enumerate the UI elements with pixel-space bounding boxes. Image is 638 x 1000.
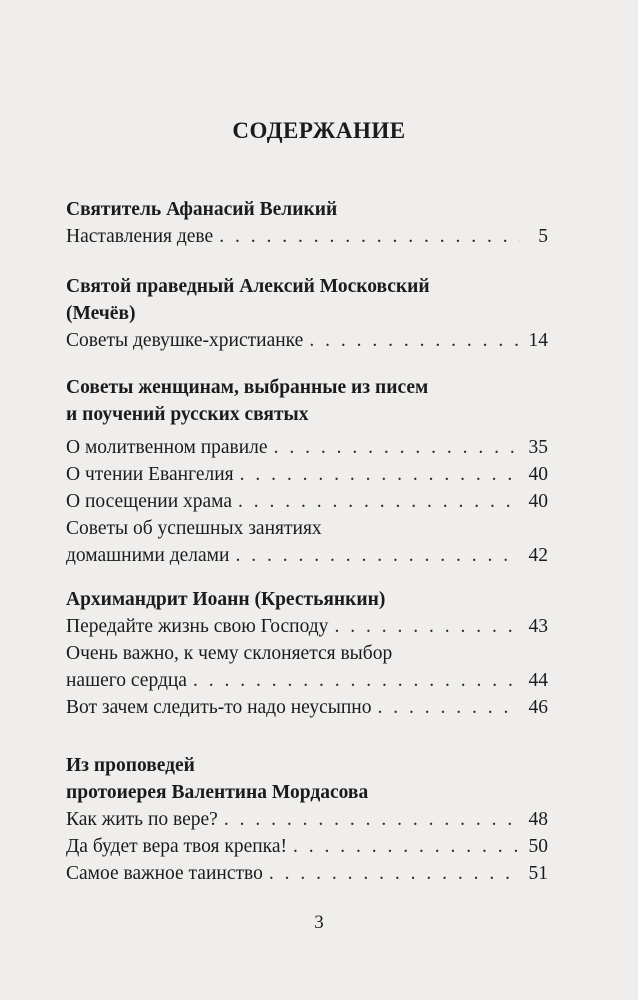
toc-entry[interactable]	[66, 434, 548, 461]
toc-entry[interactable]	[66, 488, 548, 515]
entry-label: Советы девушке-христианке	[66, 330, 304, 351]
section-heading: Из проповедей	[66, 755, 195, 776]
entry-label: О молитвенном правиле	[66, 437, 268, 458]
entry-page: 44	[528, 670, 548, 691]
section-heading-cont: и поучений русских святых	[66, 404, 309, 425]
dot-leader	[274, 434, 520, 461]
entry-label: Передайте жизнь свою Господу	[66, 616, 329, 637]
dot-leader	[269, 860, 520, 887]
entry-page: 35	[528, 437, 548, 458]
section-heading: Святой праведный Алексий Московский	[66, 276, 430, 297]
entry-label: нашего сердца	[66, 670, 187, 691]
section-heading: Архимандрит Иоанн (Крестьянкин)	[66, 589, 386, 610]
dot-leader	[309, 327, 520, 354]
dot-leader	[334, 613, 520, 640]
section-heading: Святитель Афанасий Великий	[66, 199, 338, 220]
entry-label: Как жить по вере?	[66, 809, 218, 830]
entry-page: 48	[528, 809, 548, 830]
toc-entry[interactable]	[66, 542, 548, 569]
entry-label: Самое важное таинство	[66, 863, 263, 884]
dot-leader	[235, 542, 520, 569]
toc-entry[interactable]	[66, 667, 548, 694]
entry-label: Да будет вера твоя крепка!	[66, 836, 287, 857]
entry-label: Вот зачем следить-то надо неусыпно	[66, 697, 372, 718]
toc-entry[interactable]	[66, 833, 548, 860]
dot-leader	[224, 806, 520, 833]
dot-leader	[293, 833, 520, 860]
toc-entry[interactable]	[66, 613, 548, 640]
toc-section	[66, 586, 548, 721]
entry-page: 51	[528, 863, 548, 884]
entry-page: 14	[528, 330, 548, 351]
entry-label: домашними делами	[66, 545, 230, 566]
entry-label-first-line[interactable]: Очень важно, к чему склоняется выбор	[66, 643, 393, 664]
dot-leader	[193, 667, 520, 694]
page-title: СОДЕРЖАНИЕ	[232, 118, 406, 143]
toc-section	[66, 196, 548, 250]
section-heading-cont: протоиерея Валентина Мордасова	[66, 782, 369, 803]
toc-entry[interactable]	[66, 694, 548, 721]
dot-leader	[238, 488, 520, 515]
toc-entry[interactable]	[66, 223, 548, 250]
page-number: 3	[314, 912, 324, 933]
section-heading: Советы женщинам, выбранные из писем	[66, 377, 429, 398]
section-heading-cont: (Мечёв)	[66, 303, 136, 324]
entry-page: 42	[528, 545, 548, 566]
entry-page: 5	[538, 226, 548, 247]
entry-label: О посещении храма	[66, 491, 233, 512]
toc-entry[interactable]	[66, 860, 548, 887]
entry-page: 46	[528, 697, 548, 718]
entry-label: Наставления деве	[66, 226, 214, 247]
dot-leader	[240, 461, 520, 488]
toc-entry[interactable]	[66, 806, 548, 833]
entry-page: 40	[528, 464, 548, 485]
dot-leader	[377, 694, 520, 721]
entry-label-first-line[interactable]: Советы об успешных занятиях	[66, 518, 322, 539]
entry-label: О чтении Евангелия	[66, 464, 234, 485]
dot-leader	[219, 223, 520, 250]
toc-section	[66, 752, 548, 887]
entry-page: 50	[528, 836, 548, 857]
table-of-contents	[66, 196, 548, 887]
toc-section	[66, 273, 548, 354]
toc-entry[interactable]	[66, 461, 548, 488]
toc-entry[interactable]	[66, 327, 548, 354]
entry-page: 40	[528, 491, 548, 512]
toc-section	[66, 374, 548, 569]
entry-page: 43	[528, 616, 548, 637]
